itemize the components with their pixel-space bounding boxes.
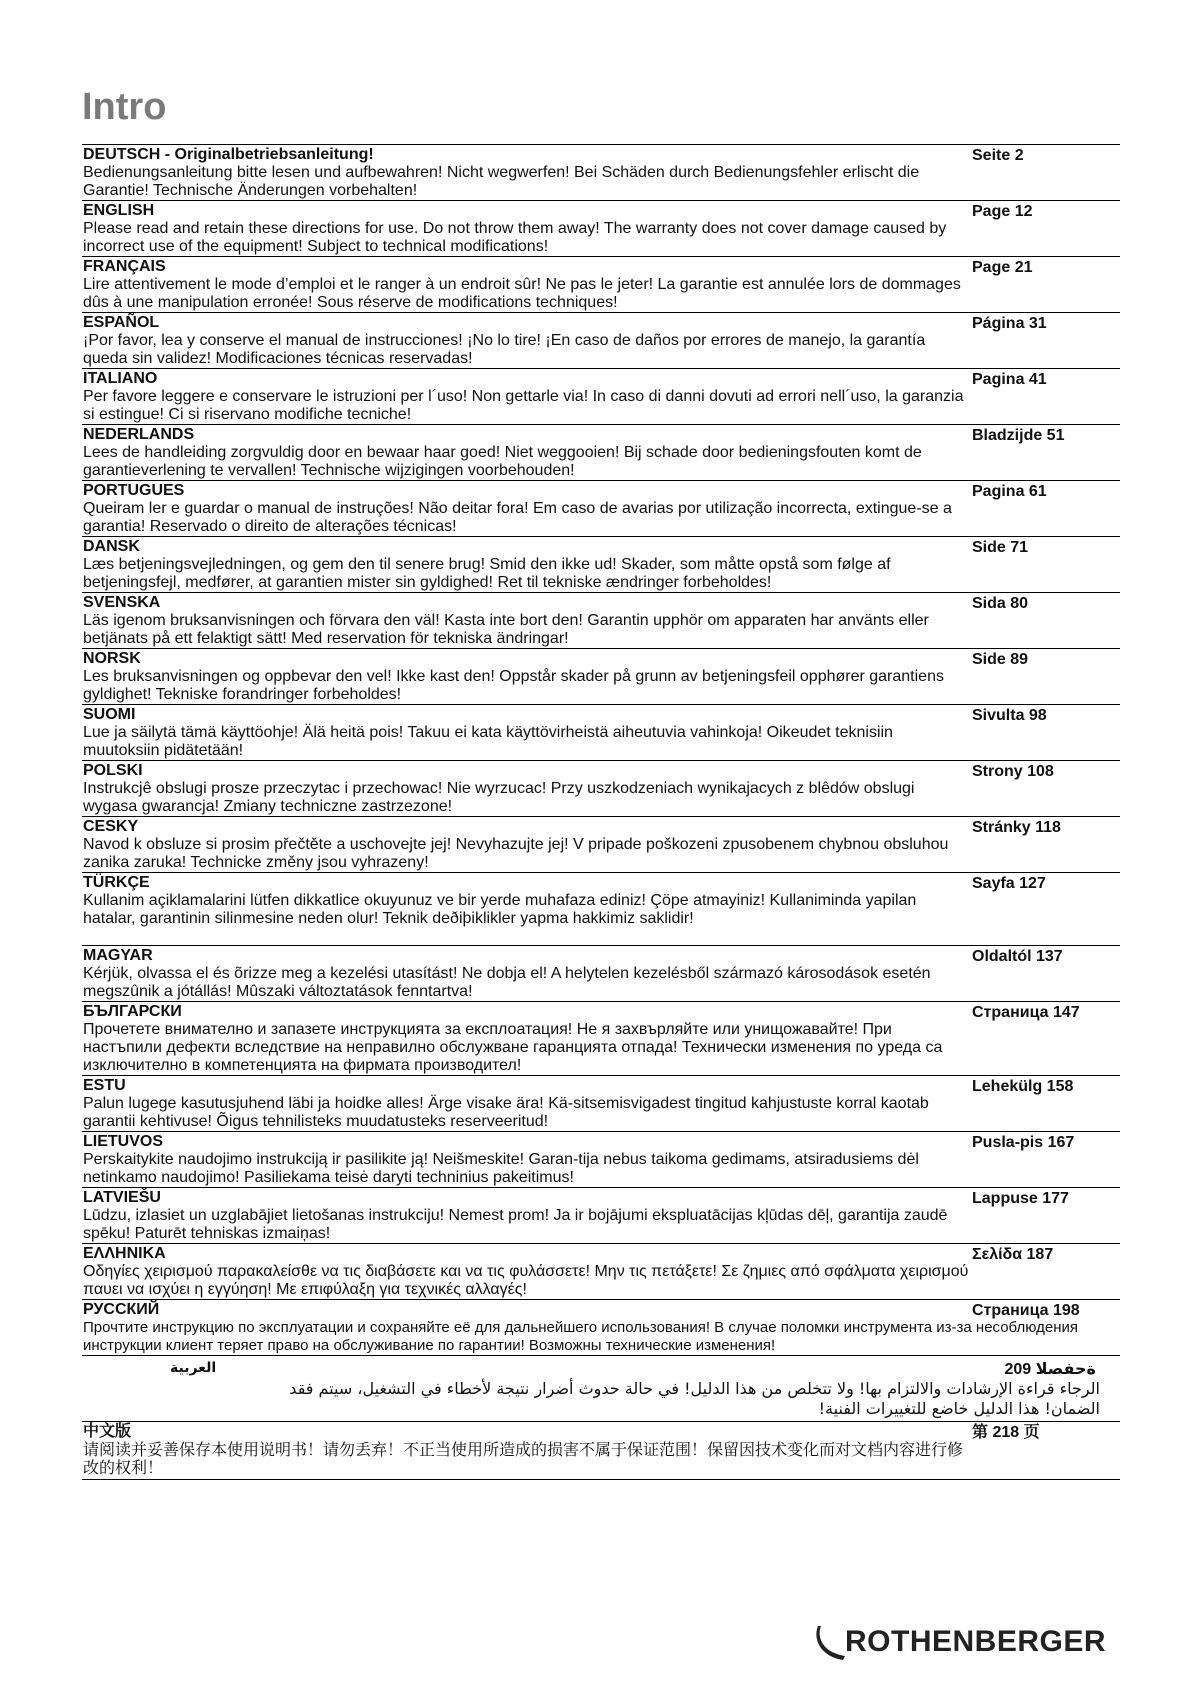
language-instructions: Les bruksanvisningen og oppbevar den vel! Ikke kast den! Oppstår skader på grunn av betjeningsfeil opphører garantiens gyldighet! Tekniske forandringer forbeholdes! — [83, 668, 944, 703]
language-instructions: Lue ja säilytä tämä käyttöohje! Älä heitä pois! Takuu ei kata käyttövirheistä aiheutuvia vahinkoja! Oikeudet teknisiin muutoksiin pidätetään! — [83, 724, 893, 759]
language-name: NEDERLANDS — [83, 426, 195, 443]
language-name: SUOMI — [83, 706, 136, 723]
language-instructions: Please read and retain these directions for use. Do not throw them away! The warranty does not cover damage caused by incorrect use of the equipment! Subject to technical modifications! — [83, 220, 947, 255]
language-entry — [82, 313, 1120, 369]
language-entry — [82, 257, 1120, 313]
language-name: CESKY — [83, 818, 139, 835]
language-entry — [82, 145, 1120, 201]
page-reference: Página 31 — [972, 315, 1047, 332]
language-instructions: Прочетете внимателно и запазете инструкцията за експлоатация! Не я захвърляйте или унищожавайте! При настъпили дефекти вследствие на неправилно обслужване гаранцията отпада! Технически изменения по уреда са изключително в компетенцията на фирмата производител! — [83, 1021, 943, 1074]
page-reference: Sayfa 127 — [972, 875, 1046, 892]
language-instructions: Прочтите инструкцию по эксплуатации и сохраняйте её для дальнейшего использования! В случае поломки инструмента из-за несоблюдения инструкции клиент теряет право на обслуживание по гарантии! Возможны технические изменения! — [83, 1319, 1079, 1354]
page-reference: Oldaltól 137 — [972, 948, 1063, 965]
language-name: FRANÇAIS — [83, 258, 166, 275]
language-entry — [82, 649, 1120, 705]
language-name: БЪЛГАРСКИ — [83, 1003, 182, 1020]
language-instructions: Lire attentivement le mode d’emploi et le ranger à un endroit sûr! Ne pas le jeter! La garantie est annulée lors de dommages dûs à une manipulation erronée! Sous réserve de modifications techniques! — [83, 276, 961, 311]
language-instructions: Lūdzu, izlasiet un uzglabājiet lietošanas instrukciju! Nemest prom! Ja ir bojājumi ekspluatācijas kļūdas dēļ, garantija zaudē spēku! Paturēt tehniskas izmaiņas! — [83, 1207, 948, 1242]
language-name: TÜRKÇE — [83, 874, 150, 891]
language-entry — [82, 425, 1120, 481]
page-reference: Lehekülg 158 — [972, 1078, 1074, 1095]
page-reference: Side 71 — [972, 539, 1029, 556]
language-entry — [82, 201, 1120, 257]
language-name: DANSK — [83, 538, 140, 555]
page-reference: Pagina 41 — [972, 371, 1047, 388]
language-instructions: Palun lugege kasutusjuhend läbi ja hoidke alles! Ärge visake ära! Kä-sitsemisvigadest tingitud kahjustuste korral kaotab garantii kehtivuse! Õigus tehnilisteks muudatusteks reserveeritud! — [83, 1095, 929, 1130]
language-instructions: 请阅读并妥善保存本使用说明书！请勿丢弃！不正当使用所造成的损害不属于保证范围！保留因技术变化而对文档内容进行修改的权利！ — [83, 1440, 964, 1477]
language-entry — [82, 1300, 1120, 1356]
language-name: LIETUVOS — [83, 1133, 164, 1150]
language-entry — [82, 761, 1120, 817]
language-entry — [82, 1244, 1120, 1300]
brand-logo — [815, 1620, 1106, 1664]
page-reference: Страница 198 — [972, 1302, 1080, 1319]
page-reference: Page 12 — [972, 203, 1033, 220]
page-reference: Sivulta 98 — [972, 707, 1047, 724]
language-instructions: Οδηγίες χειρισμού παρακαλείσθε να τις διαβάσετε και να τις φυλάσσετε! Μην τις πετάξετε! Σε ζημιες από σφάλματα χειρισμού παυει να ισχύει η εγγύηση! Με επιφύλαξη για τεχνικές αλλαγές! — [83, 1263, 969, 1298]
language-entry — [82, 705, 1120, 761]
language-instructions: Bedienungsanleitung bitte lesen und aufbewahren! Nicht wegwerfen! Bei Schäden durch Bedienungsfehler erlischt die Garantie! Technische Änderungen vorbehalten! — [83, 164, 920, 199]
brand-name: ROTHENBERGER — [845, 1625, 1107, 1658]
language-instructions: الرجاء قراءة الإرشادات والالتزام بها! ولا تتخلص من هذا الدليل! في حالة حدوث أضرار نتيجة لأخطاء في التشغيل، سيتم فقد الضمان! هذا الدليل خاضع للتغييرات الفنية! — [289, 1379, 1100, 1418]
language-name: LATVIEŠU — [83, 1189, 161, 1206]
language-name: SVENSKA — [83, 594, 161, 611]
language-instructions: Per favore leggere e conservare le istruzioni per l´uso! Non gettarle via! In caso di danni dovuti ad errori nell´uso, la garanzia si estingue! Ci si riservano modifiche tecniche! — [83, 388, 964, 423]
language-entry — [82, 1132, 1120, 1188]
language-index — [82, 144, 1120, 1480]
language-name: ITALIANO — [83, 370, 158, 387]
page-reference: Bladzijde 51 — [972, 427, 1065, 444]
page-reference: Side 89 — [972, 651, 1029, 668]
language-entry-chinese — [82, 1422, 1120, 1480]
page-reference: Страница 147 — [972, 1004, 1080, 1021]
language-instructions: Kérjük, olvassa el és õrizze meg a kezelési utasítást! Ne dobja el! A helytelen kezelésből származó károsodások esetén megszûnik a jótállás! Mûszaki változtatások fenntartva! — [83, 965, 931, 1000]
language-name: NORSK — [83, 650, 141, 667]
language-entry — [82, 946, 1120, 1002]
page-reference: Pusla-pis 167 — [972, 1134, 1075, 1151]
language-name: ESPAÑOL — [83, 314, 160, 331]
page-reference: Pagina 61 — [972, 483, 1047, 500]
page-reference: Sida 80 — [972, 595, 1029, 612]
page-reference: Page 21 — [972, 259, 1033, 276]
page-reference: Lappuse 177 — [972, 1190, 1069, 1207]
language-name: ESTU — [83, 1077, 126, 1094]
language-entry — [82, 1188, 1120, 1244]
language-instructions: Navod k obsluze si prosim přečtěte a uschovejte jej! Nevyhazujte jej! V pripade poškozeni zpusobenem chybnou obsluhou zanika zaruka! Technicke změny jsou vyhrazeny! — [83, 836, 949, 871]
language-name: DEUTSCH - Originalbetriebsanleitung! — [83, 146, 374, 163]
language-entry — [82, 369, 1120, 425]
language-name: 中文版 — [83, 1423, 132, 1440]
language-instructions: Queiram ler e guardar o manual de instruções! Não deitar fora! Em caso de avarias por utilização incorrecta, extingue-se a garantia! Reservado o direito de alterações técnicas! — [83, 500, 952, 535]
page-reference: Σελίδα 187 — [972, 1246, 1054, 1263]
page-title: Intro — [82, 86, 167, 128]
language-entry-arabic — [82, 1356, 1120, 1422]
language-name: РУССКИЙ — [83, 1301, 160, 1318]
language-name: MAGYAR — [83, 947, 153, 964]
language-instructions: Instrukcjê obslugi prosze przeczytac i przechowac! Nie wyrzucac! Przy uszkodzeniach wynikajacych z blêdów obslugi wygasa gwarancja! Zmiany techniczne zastrzezone! — [83, 780, 915, 815]
language-entry — [82, 1076, 1120, 1132]
language-entry — [82, 593, 1120, 649]
language-instructions: Lees de handleiding zorgvuldig door en bewaar haar goed! Niet weggooien! Bij schade door bedieningsfouten komt de garantieverlening te vervallen! Technische wijzigingen voorbehouden! — [83, 444, 922, 479]
language-entry — [82, 873, 1120, 946]
language-instructions: ¡Por favor, lea y conserve el manual de instrucciones! ¡No lo tire! ¡En caso de daños por errores de manejo, la garantía queda sin validez! Modificaciones técnicas reservadas! — [83, 332, 926, 367]
page-reference: Strony 108 — [972, 763, 1054, 780]
page-reference: Stránky 118 — [972, 819, 1061, 836]
language-name: PORTUGUES — [83, 482, 185, 499]
language-name: ΕΛΛΗΝΙΚΑ — [83, 1245, 166, 1262]
language-name: POLSKI — [83, 762, 143, 779]
language-instructions: Kullanim açiklamalarini lütfen dikkatlice okuyunuz ve bir yerde muhafaza ediniz! Çöpe atmayiniz! Kullaniminda yapilan hatalar, garantinin silinmesine neden olur! Teknik deðiþiklikler yapma hakkimiz saklidir! — [83, 892, 917, 927]
language-instructions: Læs betjeningsvejledningen, og gem den til senere brug! Smid den ikke ud! Skader, som måtte opstå som følge af betjeningsfejl, medfører, at garantien mister sin gyldighed! Ret til tekniske ændringer forbeholdes! — [83, 556, 891, 591]
language-entry — [82, 1002, 1120, 1076]
language-entry — [82, 537, 1120, 593]
language-name: العربية — [170, 1359, 217, 1375]
page-reference: Seite 2 — [972, 147, 1024, 164]
language-instructions: Läs igenom bruksanvisningen och förvara den väl! Kasta inte bort den! Garantin upphör om apparaten har använts eller betjänats på ett felaktigt sätt! Med reservation för tekniska ändringar! — [83, 612, 929, 647]
page-reference: 第 218 页 — [972, 1424, 1040, 1441]
language-instructions: Perskaitykite naudojimo instrukciją ir pasilikite ją! Neišmeskite! Garan-tija nebus taikoma gedimams, atsiradusiems dėl netinkamo naudojimo! Pasiliekama teisė daryti techninius pakeitimus! — [83, 1151, 919, 1186]
page-reference: ةحفصلا 209 — [1004, 1361, 1096, 1378]
language-entry — [82, 817, 1120, 873]
language-name: ENGLISH — [83, 202, 155, 219]
language-entry — [82, 481, 1120, 537]
